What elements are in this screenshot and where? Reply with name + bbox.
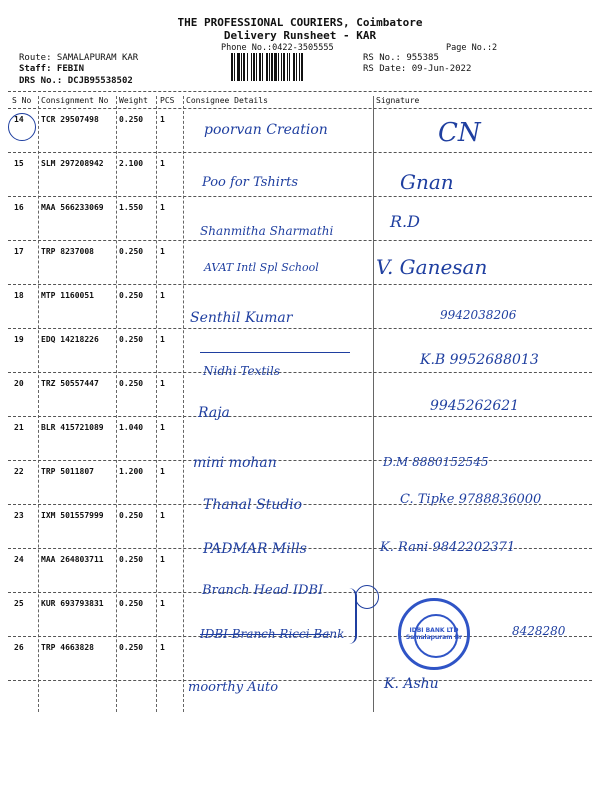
consignee-handwriting: Thanal Studio	[203, 497, 303, 513]
cell-wt: 0.250	[119, 511, 144, 520]
cell-pcs: 1	[160, 115, 165, 124]
cell-sno: 21	[14, 423, 24, 432]
signature: R.D	[390, 212, 420, 231]
signature: K. Rani 9842202371	[380, 540, 516, 555]
signature: 9945262621	[430, 398, 520, 414]
cell-sno: 23	[14, 511, 24, 520]
company-title: THE PROFESSIONAL COURIERS, Coimbatore	[177, 16, 423, 29]
cell-sno: 18	[14, 291, 24, 300]
strike-mark	[200, 634, 330, 635]
cell-wt: 0.250	[119, 379, 144, 388]
barcode-bar	[231, 53, 233, 81]
cell-pcs: 1	[160, 203, 165, 212]
cell-cno: IXM 501557999	[41, 511, 104, 520]
cell-sno: 19	[14, 335, 24, 344]
cell-sno: 16	[14, 203, 24, 212]
barcode-bar	[269, 53, 270, 81]
cell-cno: TCR 29507498	[41, 115, 99, 124]
barcode-bar	[259, 53, 261, 81]
barcode-bar	[253, 53, 255, 81]
signature: Gnan	[400, 170, 454, 194]
cell-wt: 1.040	[119, 423, 144, 432]
cell-pcs: 1	[160, 643, 165, 652]
circle-mark	[8, 113, 36, 141]
phone-number: Phone No.:0422-3505555	[221, 43, 334, 53]
signature: K. Ashu	[384, 676, 439, 692]
consignee-handwriting: Nidhi Textils	[203, 364, 280, 378]
cell-wt: 0.250	[119, 599, 144, 608]
cell-pcs: 1	[160, 511, 165, 520]
drs-number: DRS No.: DCJB95538502	[19, 76, 133, 86]
barcode-bar	[234, 53, 235, 81]
consignee-handwriting: poorvan Creation	[204, 122, 328, 138]
cell-sno: 24	[14, 555, 24, 564]
circle-mark	[355, 585, 379, 609]
barcode-bar	[247, 53, 248, 81]
stamp-text: IDBI BANK LTD Samalapuram Br	[405, 627, 463, 641]
signature: K.B 9952688013	[420, 352, 539, 368]
consignee-handwriting: Poo for Tshirts	[202, 175, 299, 190]
cell-wt: 0.250	[119, 291, 144, 300]
signature: 8428280	[512, 624, 566, 638]
strike-mark	[200, 352, 350, 353]
page-number: Page No.:2	[446, 43, 498, 53]
col-consignee: Consignee Details	[186, 96, 268, 105]
consignee-handwriting: AVAT Intl Spl School	[204, 261, 319, 274]
barcode-bar	[271, 53, 273, 81]
cell-cno: SLM 297208942	[41, 159, 104, 168]
barcode-bar	[251, 53, 252, 81]
cell-pcs: 1	[160, 247, 165, 256]
cell-pcs: 1	[160, 467, 165, 476]
barcode-bar	[237, 53, 240, 81]
cell-pcs: 1	[160, 599, 165, 608]
cell-cno: KUR 693793831	[41, 599, 104, 608]
cell-wt: 0.250	[119, 335, 144, 344]
consignee-handwriting: Branch Head IDBI	[202, 583, 324, 598]
consignee-handwriting: PADMAR Mills	[203, 541, 307, 557]
cell-cno: BLR 415721089	[41, 423, 104, 432]
table-row	[0, 417, 600, 461]
cell-wt: 0.250	[119, 115, 144, 124]
barcode-bar	[266, 53, 268, 81]
consignee-handwriting: Shanmitha Sharmathi	[200, 224, 334, 238]
barcode-bar	[301, 53, 303, 81]
cell-cno: MAA 566233069	[41, 203, 104, 212]
signature: CN	[438, 118, 481, 148]
cell-sno: 26	[14, 643, 24, 652]
staff-label: Staff: FEBIN	[19, 64, 85, 74]
cell-pcs: 1	[160, 379, 165, 388]
consignee-handwriting: Raja	[198, 405, 230, 421]
cell-pcs: 1	[160, 291, 165, 300]
cell-cno: MTP 1160051	[41, 291, 94, 300]
bracket-mark	[345, 588, 357, 644]
barcode-bar	[293, 53, 295, 81]
route-label: Route: SAMALAPURAM KAR	[19, 53, 139, 63]
cell-pcs: 1	[160, 335, 165, 344]
col-signature: Signature	[376, 96, 420, 105]
barcode-bar	[243, 53, 245, 81]
document-title: Delivery Runsheet - KAR	[223, 29, 377, 42]
cell-sno: 15	[14, 159, 24, 168]
cell-pcs: 1	[160, 423, 165, 432]
cell-cno: MAA 264803711	[41, 555, 104, 564]
cell-pcs: 1	[160, 555, 165, 564]
barcode-bar	[287, 53, 288, 81]
barcode-bar	[278, 53, 279, 81]
signature: V. Ganesan	[376, 255, 488, 279]
cell-sno: 14	[14, 115, 24, 124]
rs-date: RS Date: 09-Jun-2022	[363, 64, 472, 74]
cell-wt: 1.550	[119, 203, 144, 212]
table-row	[0, 153, 600, 197]
cell-cno: TRP 5011807	[41, 467, 94, 476]
col-weight: Weight	[119, 96, 148, 105]
col-sno: S No	[12, 96, 32, 105]
consignee-handwriting: Senthil Kumar	[190, 310, 293, 326]
barcode-bar	[281, 53, 282, 81]
table-row	[0, 637, 600, 681]
barcode-bar	[262, 53, 263, 81]
row-divider	[8, 680, 592, 681]
cell-wt: 2.100	[119, 159, 144, 168]
cell-cno: TRP 8237008	[41, 247, 94, 256]
consignee-handwriting: moorthy Auto	[188, 680, 279, 695]
signature: D.M 8880152545	[383, 455, 489, 469]
barcode-bar	[283, 53, 285, 81]
header-divider	[8, 91, 592, 92]
cell-cno: TRZ 50557447	[41, 379, 99, 388]
cell-cno: TRP 4663828	[41, 643, 94, 652]
barcode-bar	[296, 53, 297, 81]
cell-sno: 22	[14, 467, 24, 476]
table-row	[0, 285, 600, 329]
cell-wt: 0.250	[119, 247, 144, 256]
barcode	[231, 53, 351, 81]
col-consignment: Consignment No	[41, 96, 109, 105]
cell-pcs: 1	[160, 159, 165, 168]
consignee-handwriting: IDBI Branch Ricci Bank	[200, 627, 345, 641]
cell-wt: 0.250	[119, 643, 144, 652]
consignee-handwriting: mini mohan	[193, 455, 277, 471]
rs-number: RS No.: 955385	[363, 53, 439, 63]
cell-sno: 17	[14, 247, 24, 256]
col-pcs: PCS	[160, 96, 175, 105]
cell-cno: EDQ 14218226	[41, 335, 99, 344]
barcode-bar	[289, 53, 290, 81]
barcode-bar	[256, 53, 257, 81]
cell-sno: 25	[14, 599, 24, 608]
barcode-bar	[241, 53, 242, 81]
signature: 9942038206	[440, 308, 517, 322]
cell-sno: 20	[14, 379, 24, 388]
cell-wt: 0.250	[119, 555, 144, 564]
cell-wt: 1.200	[119, 467, 144, 476]
barcode-bar	[299, 53, 300, 81]
bank-stamp	[398, 598, 470, 670]
barcode-bar	[274, 53, 277, 81]
signature: C. Tipke 9788836000	[400, 492, 542, 507]
